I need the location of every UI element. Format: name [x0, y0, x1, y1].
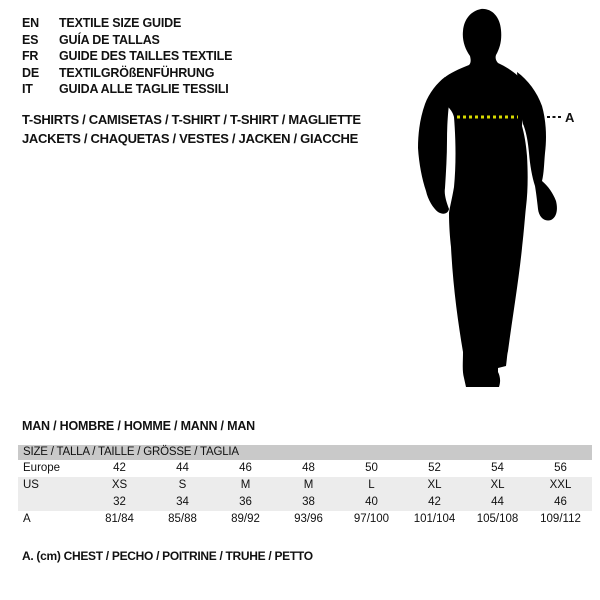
size-cell: 50	[365, 462, 378, 474]
size-cell: XL	[490, 479, 505, 491]
category-line-jackets: JACKETS / CHAQUETAS / VESTES / JACKEN / GIACCHE	[22, 130, 358, 146]
size-cell: 38	[302, 496, 315, 508]
man-silhouette-svg	[400, 0, 600, 400]
size-cell: 105/108	[476, 513, 519, 525]
size-cell: 46	[239, 462, 252, 474]
table-row-us-numbers	[18, 494, 592, 511]
row-label: A	[23, 513, 31, 525]
language-code: IT	[22, 82, 33, 96]
size-figure	[400, 0, 600, 400]
language-label: TEXTILGRÖßENFÜHRUNG	[59, 65, 215, 80]
size-cell: M	[303, 479, 314, 491]
size-cell: 56	[554, 462, 567, 474]
language-row-fr	[22, 48, 232, 65]
size-cell: 34	[176, 496, 189, 508]
size-cell: 48	[302, 462, 315, 474]
size-cell: 52	[428, 462, 441, 474]
size-cell: 81/84	[105, 513, 134, 525]
language-row-it	[22, 81, 232, 98]
measure-label-a: A	[565, 110, 575, 125]
row-label: Europe	[23, 462, 61, 474]
size-cell: S	[178, 479, 187, 491]
size-cell: XS	[111, 479, 128, 491]
size-cell: 44	[176, 462, 189, 474]
size-cell: 42	[428, 496, 441, 508]
language-code: EN	[22, 16, 39, 30]
language-code: DE	[22, 65, 39, 80]
language-row-de	[22, 65, 232, 82]
language-label: GUIDA ALLE TAGLIE TESSILI	[59, 82, 229, 96]
chest-footnote: A. (cm) CHEST / PECHO / POITRINE / TRUHE / PETTO	[22, 549, 313, 563]
size-cell: 89/92	[231, 513, 260, 525]
category-line-tshirts: T-SHIRTS / CAMISETAS / T-SHIRT / T-SHIRT / MAGLIETTE	[22, 112, 361, 127]
language-list	[22, 15, 232, 98]
size-table	[18, 445, 592, 528]
size-cell: 85/88	[168, 513, 197, 525]
man-silhouette-body	[432, 9, 528, 387]
category-title	[22, 111, 361, 148]
table-row-europe	[18, 460, 592, 477]
section-title-man: MAN / HOMBRE / HOMME / MANN / MAN	[22, 419, 255, 433]
language-label: GUÍA DE TALLAS	[59, 32, 160, 47]
row-label	[18, 494, 88, 511]
language-row-es	[22, 32, 232, 49]
size-cell: 40	[365, 496, 378, 508]
size-cell: 44	[491, 496, 504, 508]
size-cell: 42	[113, 462, 126, 474]
language-label: TEXTILE SIZE GUIDE	[59, 16, 182, 30]
size-cell: L	[368, 479, 375, 491]
size-cell: 36	[239, 496, 252, 508]
table-row-chest-cm	[18, 511, 592, 528]
language-row-en	[22, 15, 232, 32]
table-row-us-letters	[18, 477, 592, 494]
size-cell: XL	[427, 479, 442, 491]
size-cell: 97/100	[353, 513, 390, 525]
size-cell: 54	[491, 462, 504, 474]
language-label: GUIDE DES TAILLES TEXTILE	[59, 49, 233, 63]
size-cell: XXL	[549, 479, 572, 491]
size-table-header: SIZE / TALLA / TAILLE / GRÖSSE / TAGLIA	[18, 445, 592, 460]
man-silhouette-left-arm	[418, 77, 449, 214]
size-cell: 32	[113, 496, 126, 508]
language-code: FR	[22, 49, 39, 63]
size-cell: 93/96	[294, 513, 323, 525]
size-cell: 101/104	[413, 513, 456, 525]
size-cell: 109/112	[540, 513, 581, 525]
size-cell: M	[240, 479, 251, 491]
row-label: US	[23, 479, 39, 491]
size-cell: 46	[554, 496, 567, 508]
language-code: ES	[22, 32, 39, 47]
